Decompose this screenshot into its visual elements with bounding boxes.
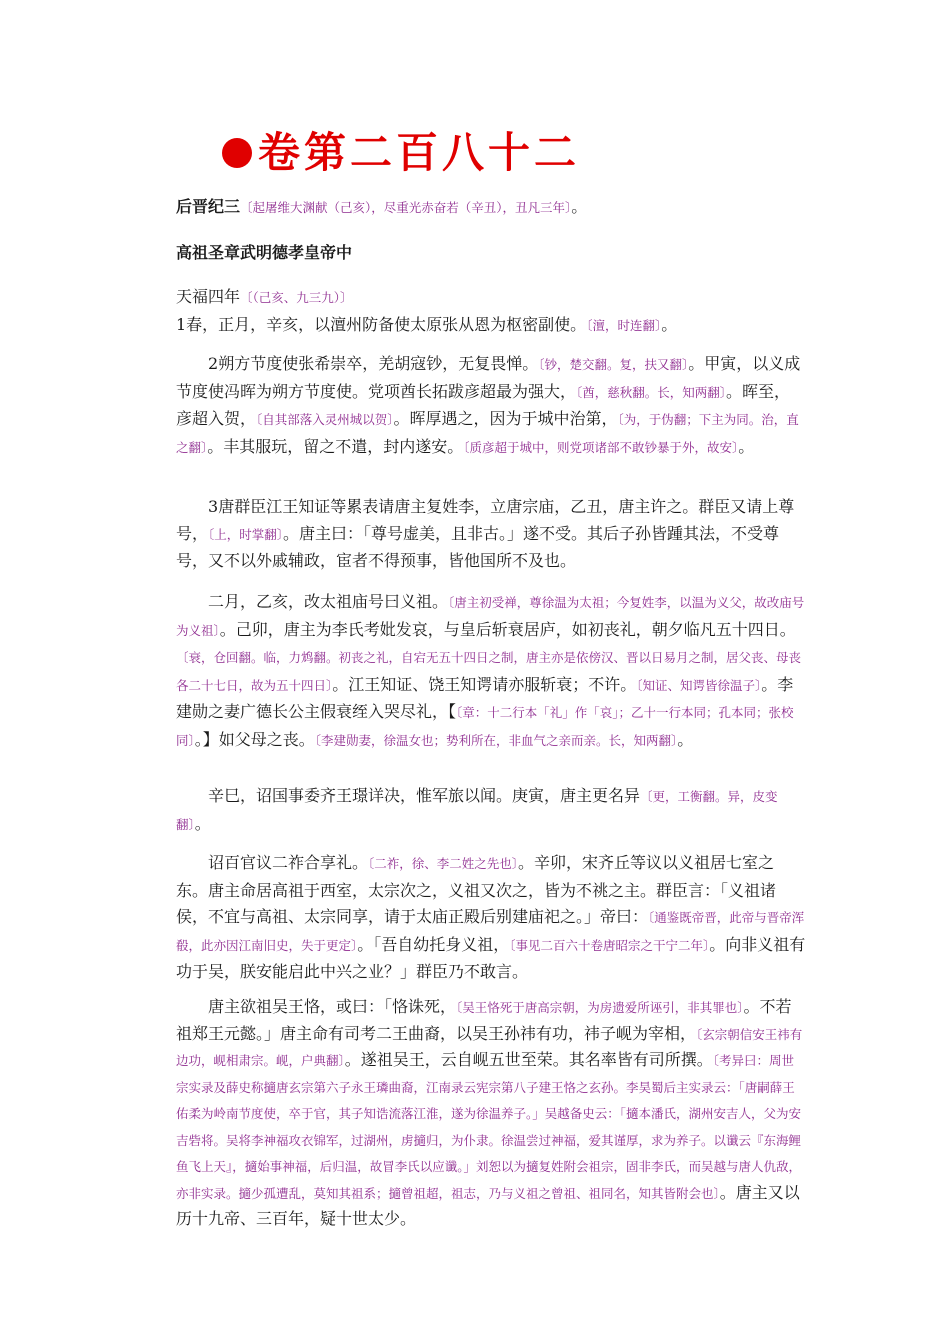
- p2-text-5: 。丰其服玩，留之不遣，封内遂安。: [207, 436, 464, 456]
- p7-note-2: 〔玄宗朝信安王祎有边功，岘相肃宗。岘，户典翻〕: [176, 1026, 803, 1068]
- era-heading: [176, 194, 806, 222]
- p2-note-3: 〔自其部落入灵州城以贺〕: [256, 412, 394, 427]
- p7-text-4: 。唐主又以历十九帝、三百年，疑十世太少。: [176, 1182, 800, 1228]
- emperor-heading: 高祖圣章武明德孝皇帝中: [176, 243, 353, 262]
- paragraph-5: [176, 783, 806, 838]
- p6-note-3: 〔事见二百六十卷唐昭宗之干宁二年〕: [509, 937, 710, 953]
- p4-note-1: 〔唐主初受禅，尊徐温为太祖；今复姓李，以温为义父，故改庙号为义祖〕: [176, 595, 805, 638]
- p2-note-4: 〔为，于伪翻；下主为同。治，直之翻〕: [176, 412, 799, 455]
- year-note: 〔（己亥、九三九）〕: [240, 290, 353, 305]
- year-and-p1: [176, 284, 806, 339]
- p5-text-2: 。: [194, 813, 211, 833]
- p6-text-2: 。辛卯，宋齐丘等议以义祖居七室之东。唐主命居高祖于西室，太宗次之，义祖又次之，皆为不祧之主。群臣言：「义祖诸侯，不宜与高祖、太宗同享，请于太庙正殿后别建庙祀之。」帝曰：: [176, 853, 777, 926]
- p5-note-1: 〔更，工衡翻。异，皮变翻〕: [176, 789, 778, 832]
- paragraph-3: [176, 494, 806, 575]
- p4-note-2: 〔衰，仓回翻。临，力鸩翻。初丧之礼，自宕无五十四日之制，唐主亦是依傍汉、晋以日易月之制，居父丧、母丧各二十七日，故为五十四日〕: [176, 650, 802, 693]
- chapter-title-text: 卷第二百八十二: [258, 128, 581, 177]
- paragraph-1: [176, 312, 806, 340]
- paragraph-7: [176, 994, 806, 1232]
- p2-text-3: 。晖至，彦超入贺，: [176, 381, 791, 428]
- p6-note-2: 〔通鉴既帝晋，此帝与晋帝浑殽，此亦因江南旧史，失于更定〕: [176, 910, 805, 953]
- p7-note-3: 〔考异曰：周世宗实录及薛史称擿唐玄宗第六子永王璘曲裔，江南录云宪宗第八子建王恪之玄孙。李昊蜀后主实录云：「唐嗣薛王佑柔为岭南节度使，卒于官，其子知诰流落江淮，遂为徐温养子。」吴越备史云：「擿本潘氏，湖州安吉人，父为安吉砦将。吴将李神福攻衣锦军，过湖州，虏擿归，为仆隶。徐温尝过神福，爱其谨厚，求为养子。以谶云『东海鲤鱼飞上天』，擿始事神福，后归温，故冒李氏以应谶。」刘恕以为擿复姓附会祖宗，固非李氏，而吴越与唐人仇敌，亦非实录。擿少孤遭乱，莫知其祖系；擿曾祖超，祖志，乃与义祖之曾祖、祖同名，知其皆附会也〕: [176, 1053, 802, 1201]
- p2-note-5: 〔质彦超于城中，则党项诸部不敢钞暴于外，故安〕: [463, 439, 739, 455]
- era-note: 〔起屠维大渊献（己亥），尽重光赤奋若（辛丑），丑凡三年〕: [240, 200, 572, 215]
- p2-text-6: 。: [738, 436, 755, 456]
- chapter-title: [222, 118, 580, 188]
- paragraph-4: [176, 589, 806, 754]
- p2-text-4: 。晖厚遇之，因为于城中治第，: [393, 409, 618, 428]
- p3-text-1: 3唐群臣江王知证等累表请唐主复姓李，立唐宗庙，乙丑，唐主许之。群臣又请上尊号，: [176, 497, 795, 543]
- p4-text-4: 。李建勋之妻广德长公主假衰绖入哭尽礼，【: [176, 674, 794, 721]
- p4-note-4: 〔章：十二行本「礼」作「哀」；乙十一行本同；孔本同；张校同〕: [176, 705, 794, 748]
- p6-text-3: 。「吾自幼托身义祖，: [357, 934, 510, 954]
- paragraph-6: [176, 850, 806, 986]
- p4-text-2: 。己卯，唐主为李氏考妣发哀，与皇后斩衰居庐，如初丧礼，朝夕临凡五十四日。: [219, 619, 796, 639]
- p4-text-6: 。: [677, 729, 694, 749]
- p4-text-3: 。江王知证、饶王知谔请亦服斩衰；不许。: [332, 674, 637, 694]
- p7-text-1: 唐主欲祖吴王恪，或曰：「恪诛死，: [208, 997, 457, 1016]
- p4-text-5: 。】如父母之丧。: [194, 729, 315, 749]
- p2-note-1: 〔钞，楚交翻。复，扶又翻〕: [538, 357, 689, 372]
- p1-text-1: 1春，正月，辛亥，以澶州防备使太原张从恩为枢密副使。: [176, 314, 587, 334]
- p2-text-1: 2朔方节度使张希崇卒，羌胡寇钞，无复畏惮。: [208, 354, 539, 373]
- bullet-dot-icon: [222, 138, 252, 168]
- era-label: 后晋纪三: [176, 197, 241, 216]
- p1-note-1: 〔澶，时连翻〕: [586, 317, 662, 333]
- p6-text-4: 。向非义祖有功于吴，朕安能启此中兴之业？」群臣乃不敢言。: [176, 934, 806, 981]
- year-line: [176, 284, 806, 312]
- p6-note-1: 〔二祚，徐、李二姓之先也〕: [368, 856, 519, 871]
- year-label: 天福四年: [176, 287, 241, 306]
- era-end: 。: [571, 197, 588, 216]
- paragraph-2: [176, 351, 806, 461]
- p3-text-2: 。唐主曰：「尊号虚美，且非古。」遂不受。其后子孙皆踵其法，不受尊号，又不以外戚辅政，宦者不得预事，皆他国所不及也。: [176, 523, 780, 570]
- p4-note-3: 〔知证、知谔皆徐温子〕: [636, 677, 762, 693]
- p7-text-2: 。不若祖郑王元懿。」唐主命有司考二王曲裔，以吴王孙祎有功，祎子岘为宰相，: [176, 997, 792, 1043]
- p5-text-1: 辛巳，诏国事委齐王璟详决，惟军旅以闻。庚寅，唐主更名异: [208, 786, 641, 805]
- p3-note-1: 〔上，时掌翻〕: [208, 526, 284, 542]
- p2-text-2: 。甲寅，以义成节度使冯晖为朔方节度使。党项酋长拓跋彦超最为强大，: [176, 354, 801, 401]
- p7-note-1: 〔吴王恪死于唐高宗朝，为房遗爱所诬引，非其罪也〕: [456, 1000, 744, 1015]
- p2-note-2: 〔酋，慈秋翻。长，知两翻〕: [576, 384, 727, 400]
- p4-text-1: 二月，乙亥，改太祖庙号曰义祖。: [208, 592, 449, 611]
- p6-text-1: 诏百官议二祚合享礼。: [208, 853, 369, 872]
- p7-text-3: 。遂祖吴王，云自岘五世至荣。其名率皆有司所撰。: [344, 1050, 713, 1069]
- p4-note-5: 〔李建勋妻，徐温女也；势利所在，非血气之亲而亲。长，知两翻〕: [314, 732, 678, 748]
- p1-text-2: 。: [661, 314, 678, 334]
